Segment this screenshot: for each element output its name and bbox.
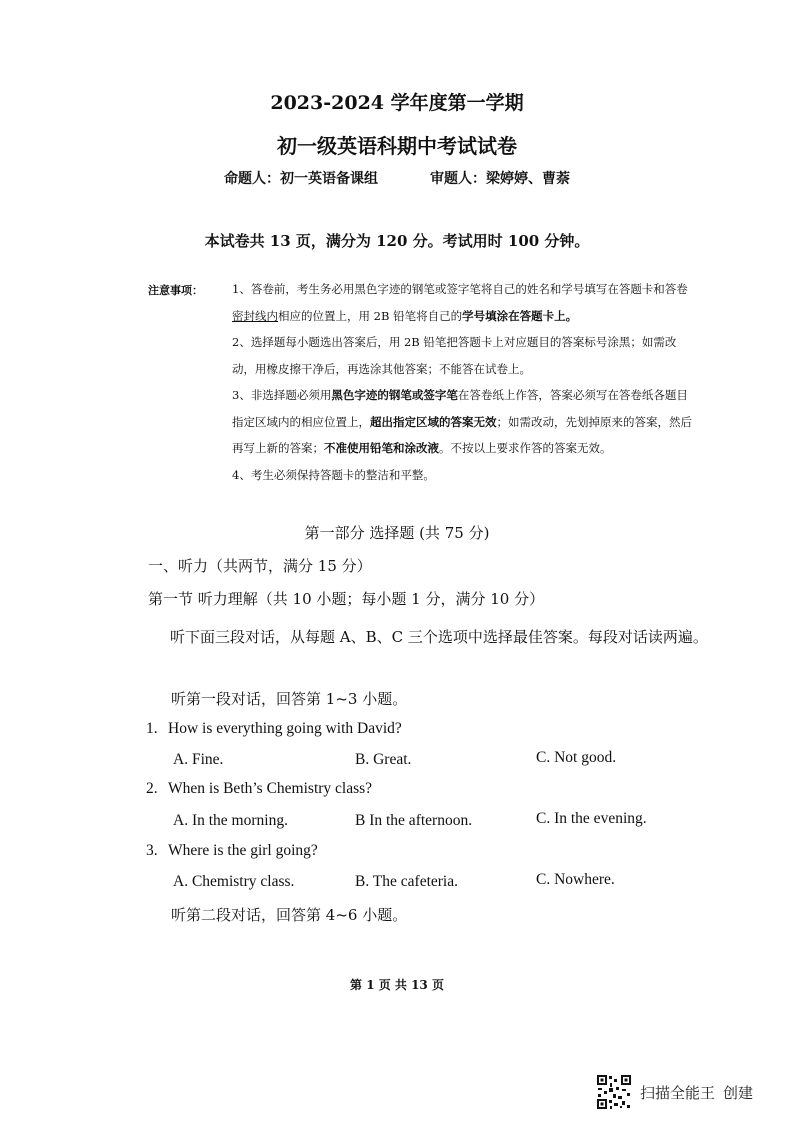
scanner-watermark [596, 1074, 753, 1110]
scanner-text: 扫描全能王 创建 [640, 1083, 754, 1102]
qr-code-icon [596, 1074, 632, 1110]
question-3: 3. Where is the girl going? [146, 842, 318, 859]
question-1: 1. How is everything going with David? [146, 720, 402, 737]
reviewer: 梁婷婷、曹萘 [486, 171, 570, 187]
question-2-option-b: B In the afternoon. [355, 812, 473, 829]
question-3-option-c: C. Nowhere. [536, 871, 615, 888]
notes [232, 276, 692, 488]
setter: 初一英语备课组 [280, 171, 378, 187]
instruction: 听下面三段对话，从每题 A、B、C 三个选项中选择最佳答案。每段对话读两遍。 [170, 628, 708, 646]
question-3-option-b: B. The cafeteria. [355, 873, 458, 890]
page-footer: 第 1 页 共 13 页 [350, 978, 444, 992]
note-2: 2、选择题每小题选出答案后，用 2B 铅笔把答题卡上对应题目的答案标号涂黑；如需改动，用橡皮擦干净后，再选涂其他答案；不能答在试卷上。 [232, 335, 677, 376]
section-heading-listening: 一、听力（共两节，满分 15 分） [148, 557, 372, 575]
part-heading: 第一部分 选择题 (共 75 分) [304, 524, 490, 542]
question-2-option-c: C. In the evening. [536, 810, 647, 827]
question-2-option-a: A. In the morning. [173, 812, 288, 829]
exam-info: 本试卷共 13 页，满分为 120 分。考试用时 100 分钟。 [204, 232, 590, 250]
note-3: 3、非选择题必须用黑色字迹的钢笔或签字笔在答卷纸上作答，答案必须写在答卷纸各题目指定区域内的相应位置上，超出指定区域的答案无效；如需改动，先划掉原来的答案，然后再写上新的答案；不准使用铅笔和涂改液。不按以上要求作答的答案无效。 [232, 388, 692, 455]
exam-term: 2023-2024 学年度第一学期 [270, 92, 524, 114]
question-3-option-a: A. Chemistry class. [173, 873, 295, 890]
note-4: 4、考生必须保持答题卡的整洁和平整。 [232, 467, 435, 482]
author-line [0, 168, 794, 188]
dialog-2-instruction: 听第二段对话，回答第 4~6 小题。 [171, 906, 408, 924]
question-1-option-a: A. Fine. [173, 751, 224, 768]
subsection-heading: 第一节 听力理解（共 10 小题；每小题 1 分，满分 10 分） [148, 590, 545, 608]
setter-label: 命题人： [224, 171, 280, 187]
question-1-option-b: B. Great. [355, 751, 412, 768]
note-1: 1、答卷前，考生务必用黑色字迹的钢笔或签字笔将自己的姓名和学号填写在答题卡和答卷密封线内相应的位置上，用 2B 铅笔将自己的学号填涂在答题卡上。 [232, 282, 688, 323]
reviewer-label: 审题人： [430, 171, 486, 187]
question-1-option-c: C. Not good. [536, 749, 617, 766]
dialog-1-instruction: 听第一段对话，回答第 1~3 小题。 [171, 690, 408, 708]
notes-label: 注意事项： [148, 284, 203, 297]
question-2: 2. When is Beth’s Chemistry class? [146, 780, 373, 797]
exam-title: 初一级英语科期中考试试卷 [277, 134, 517, 158]
